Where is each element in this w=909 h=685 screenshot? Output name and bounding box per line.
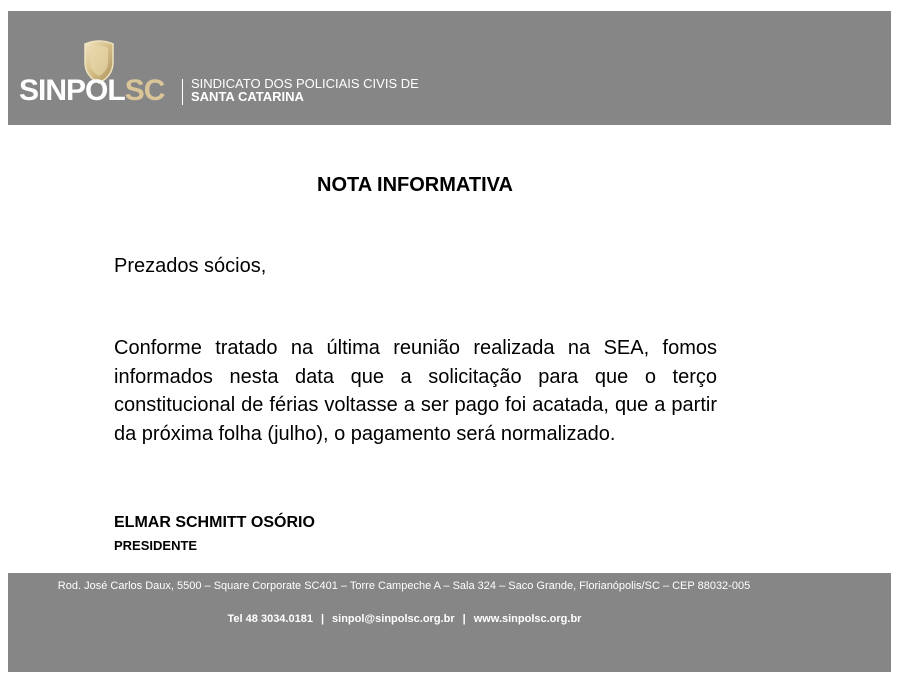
logo-divider	[182, 79, 183, 105]
footer-email-link[interactable]: sinpol@sinpolsc.org.br	[332, 613, 455, 625]
footer-contact	[8, 613, 801, 625]
greeting: Prezados sócios,	[114, 255, 267, 277]
footer-website-link[interactable]: www.sinpolsc.org.br	[473, 613, 582, 625]
signature-name: ELMAR SCHMITT OSÓRIO	[114, 514, 315, 531]
org-name	[191, 77, 419, 103]
footer-separator: |	[462, 613, 466, 625]
body-paragraph: Conforme tratado na última reunião realizada na SEA, fomos informados nesta data que a solicitação para que o terço constitucional de férias voltasse a ser pago foi acatada, que a partir da próxima folha (julho), o pagamento será normalizado.	[114, 337, 717, 445]
org-name-line1: SINDICATO DOS POLICIAIS CIVIS DE	[191, 76, 419, 91]
signature-title: PRESIDENTE	[114, 538, 198, 553]
sinpol-logo	[19, 38, 419, 108]
footer-address: Rod. José Carlos Daux, 5500 – Square Corporate SC401 – Torre Campeche A – Sala 324 – Saco Grande, Florianópolis/SC – CEP 88032-005	[57, 580, 751, 592]
footer-separator: |	[320, 613, 325, 625]
logo-wordmark	[19, 76, 164, 106]
header-bar	[8, 11, 891, 125]
footer-bar	[8, 573, 891, 672]
logo-text-sc: SC	[124, 74, 165, 107]
footer-phone: Tel 48 3034.0181	[227, 613, 313, 625]
logo-text-sinpol: SINPOL	[19, 74, 125, 107]
org-name-line2: SANTA CATARINA	[191, 89, 304, 104]
document-title: NOTA INFORMATIVA	[317, 174, 513, 196]
